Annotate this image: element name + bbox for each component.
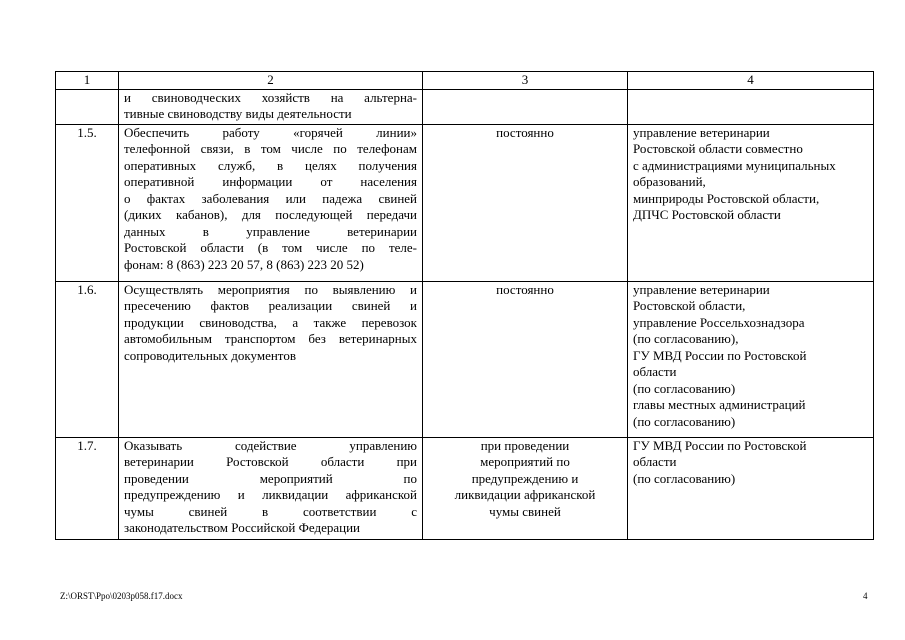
term-cell [423,281,628,437]
responsible-cell [628,437,874,539]
responsible-cell-line: (по согласованию) [633,470,736,486]
action-cell-line: и свиноводческих хозяйств на альтерна- [124,89,417,105]
action-cell-line: о фактах заболевания или падежа свиней [124,190,417,206]
action-cell [119,281,423,437]
responsible-cell-line: области [633,364,677,379]
responsible-cell-line: Ростовской области, [633,298,746,313]
responsible-cell-line: минприроды Ростовской области, [633,190,820,206]
responsible-cell-line: с администрациями муниципальных [633,157,836,173]
responsible-cell-line: образований, [633,174,706,189]
responsible-cell [628,89,874,124]
item-number: 1.5. [56,124,119,281]
term-cell-line: мероприятий по [480,454,570,469]
term-cell-line: постоянно [496,124,554,140]
responsible-cell [628,124,874,281]
action-cell-line: Осуществлять мероприятия по выявлению и [124,281,417,297]
action-cell-line: сопроводительных документов [124,347,296,363]
action-cell-line: данных в управление ветеринарии [124,223,417,239]
table-row-continuation [56,89,874,124]
action-cell-line: пресечению фактов реализации свиней и [124,298,417,313]
action-cell-line: оперативной информации от населения [124,174,417,189]
responsible-cell-line: (по согласованию) [633,413,736,429]
column-header: 1 [56,72,119,90]
action-cell-line: законодательством Российской Федерации [124,520,360,535]
action-cell-line: проведении мероприятий по [124,470,417,486]
action-cell [119,437,423,539]
action-cell-line: (диких кабанов), для последующей передачи [124,207,417,222]
item-number: 1.7. [56,437,119,539]
footer-file-path: Z:\ORST\Ppo\0203p058.f17.docx [60,591,183,601]
action-cell-line: телефонной связи, в том числе по телефонам [124,141,417,156]
responsible-cell-line: ГУ МВД России по Ростовской [633,347,807,363]
column-header: 3 [423,72,628,90]
item-number: 1.6. [56,281,119,437]
table-header-row [56,72,874,90]
responsible-cell-line: (по согласованию) [633,380,736,396]
action-cell-line: фонам: 8 (863) 223 20 57, 8 (863) 223 20 52) [124,256,364,272]
responsible-cell [628,281,874,437]
column-header: 2 [119,72,423,90]
responsible-cell-line: ДПЧС Ростовской области [633,207,781,222]
term-cell-line: постоянно [496,281,554,297]
action-cell [119,89,423,124]
term-cell-line: предупреждению и [471,470,579,486]
term-cell [423,437,628,539]
column-header: 4 [628,72,874,90]
action-cell-line: предупреждению и ликвидации африканской [124,487,417,502]
action-cell-line: чумы свиней в соответствии с [124,503,417,519]
footer-page-number: 4 [863,591,868,601]
action-cell-line: автомобильным транспортом без ветеринарных [124,331,417,346]
responsible-cell-line: управление Россельхознадзора [633,314,805,330]
term-cell-line: при проведении [480,437,570,453]
table-row [56,437,874,539]
action-cell-line: Ростовской области (в том числе по теле- [124,240,417,255]
term-cell [423,89,628,124]
action-cell [119,124,423,281]
responsible-cell-line: управление ветеринарии [633,124,770,140]
action-cell-line: продукции свиноводства, а также перевозок [124,314,417,330]
responsible-cell-line: ГУ МВД России по Ростовской [633,437,807,453]
table-row [56,124,874,281]
responsible-cell-line: главы местных администраций [633,397,806,412]
action-cell-line: Оказывать содействие управлению [124,437,417,453]
measures-table [55,71,874,540]
table-row [56,281,874,437]
action-cell-line: оперативных служб, в целях получения [124,157,417,173]
term-cell-line: ликвидации африканской [454,487,596,502]
action-cell-line: тивные свиноводству виды деятельности [124,106,352,121]
action-cell-line: Обеспечить работу «горячей линии» [124,124,417,140]
responsible-cell-line: управление ветеринарии [633,281,770,297]
term-cell-line: чумы свиней [489,503,561,519]
responsible-cell-line: Ростовской области совместно [633,141,803,156]
term-cell [423,124,628,281]
responsible-cell-line: (по согласованию), [633,331,739,346]
action-cell-line: ветеринарии Ростовской области при [124,454,417,469]
responsible-cell-line: области [633,454,677,469]
item-number [56,89,119,124]
